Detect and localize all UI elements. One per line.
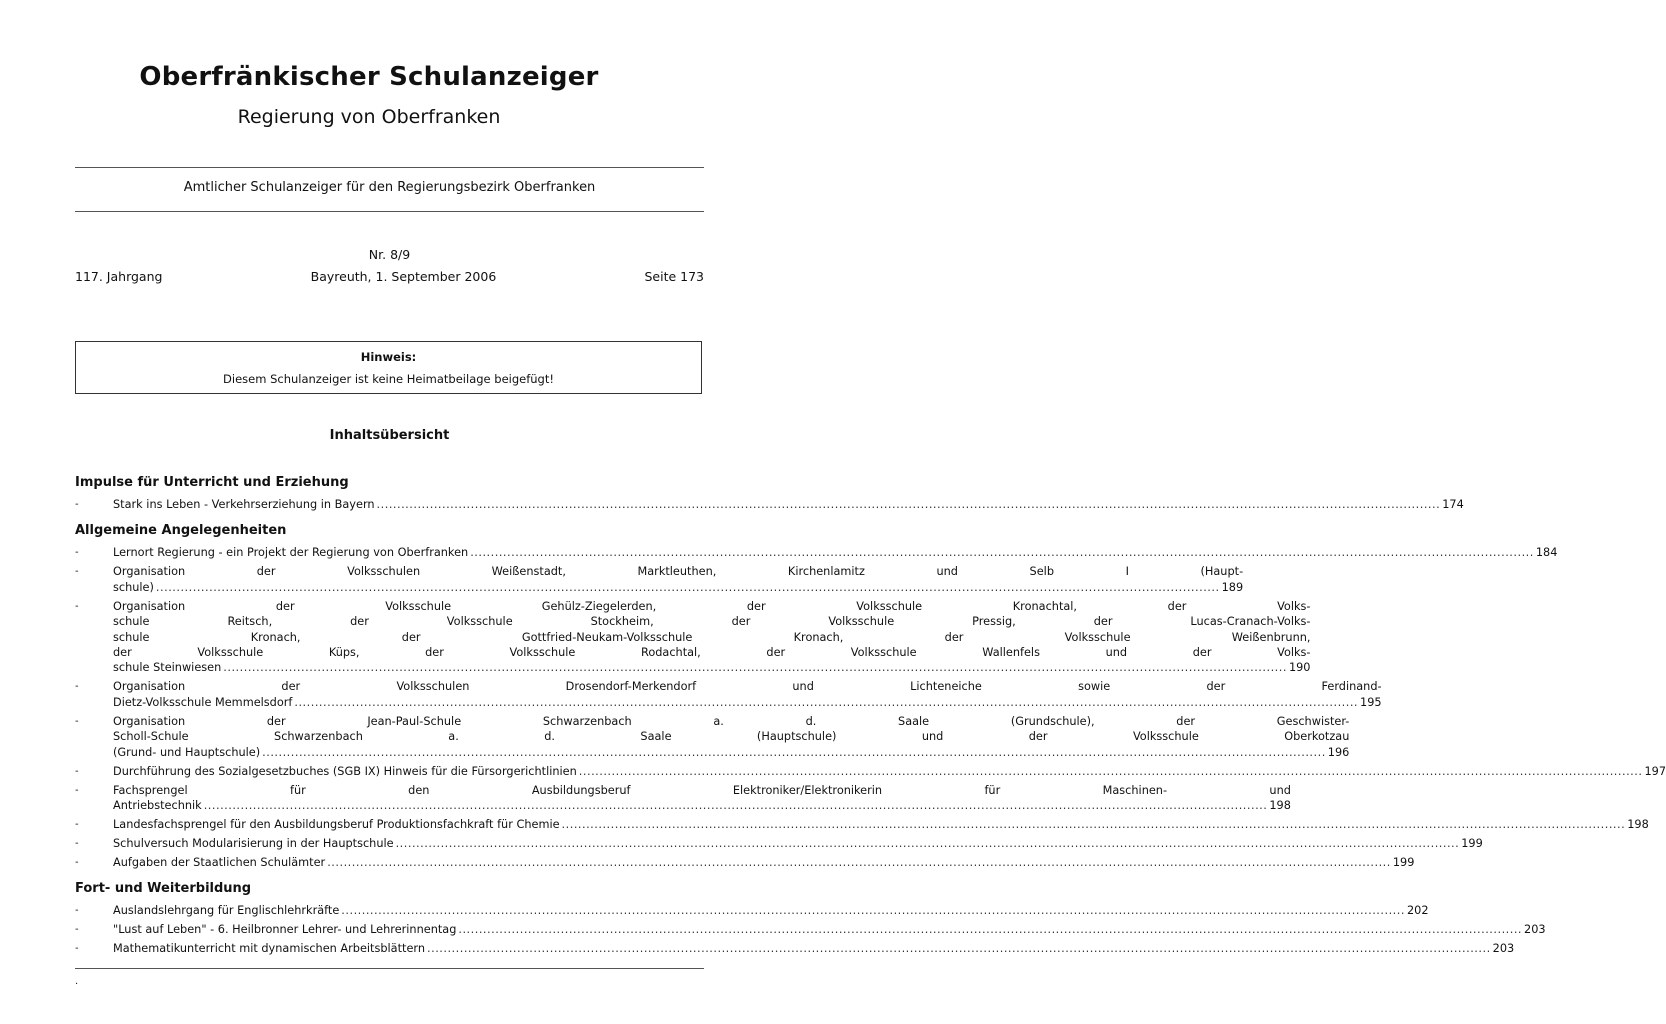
toc-entry[interactable] (75, 679, 1382, 710)
entry-title: Mathematikunterricht mit dynamischen Arbeitsblättern (113, 942, 426, 956)
toc-entry[interactable] (75, 817, 1649, 832)
entry-text (113, 855, 1414, 870)
toc-entry[interactable] (75, 497, 1464, 512)
entry-dash: - (75, 857, 79, 869)
toc-entry[interactable] (75, 903, 1429, 918)
entry-title: (Grund- und Hauptschule) (113, 745, 261, 759)
entry-last-line (113, 695, 1382, 710)
toc-entry[interactable] (75, 783, 1291, 814)
toc-entry[interactable] (75, 922, 1546, 937)
dot-leader: .................................................................................................................................................................................................................................................................... (262, 745, 1326, 759)
entry-last-line (113, 764, 1666, 779)
entry-dash: - (75, 681, 79, 693)
entry-text (113, 817, 1649, 832)
entry-text (113, 564, 1243, 595)
entry-line: Organisation der Volksschule Gehülz-Ziegelerden, der Volksschule Kronachtal, der Volks- (113, 599, 1311, 613)
entry-page[interactable]: 202 (1406, 904, 1429, 918)
entry-text (113, 714, 1349, 760)
entry-dash: - (75, 715, 79, 727)
dot-leader: .................................................................................................................................................................................................................................................................... (470, 546, 1534, 560)
page-number: Seite 173 (644, 269, 704, 284)
entry-text (113, 903, 1429, 918)
toc-entry[interactable] (75, 836, 1483, 851)
entry-title: "Lust auf Leben" - 6. Heilbronner Lehrer- und Lehrerinnentag (113, 923, 457, 937)
toc-section (75, 880, 1546, 956)
entry-title: Landesfachsprengel für den Ausbildungsberuf Produktionsfachkraft für Chemie (113, 818, 560, 832)
entry-dash: - (75, 499, 79, 510)
divider-top (75, 167, 704, 168)
dot-leader: .................................................................................................................................................................................................................................................................... (427, 942, 1491, 956)
publication-title: Oberfränkischer Schulanzeiger (139, 62, 599, 92)
entry-last-line (113, 497, 1464, 512)
entry-last-line (113, 745, 1349, 760)
entry-title: schule) (113, 580, 154, 594)
entry-page[interactable]: 198 (1627, 818, 1649, 832)
entry-line: schule Kronach, der Gottfried-Neukam-Volksschule Kronach, der Volksschule Weißenbrunn, (113, 630, 1311, 644)
entry-title: Durchführung des Sozialgesetzbuches (SGB IX) Hinweis für die Fürsorgerichtlinien (113, 764, 577, 778)
entry-text (113, 545, 1557, 560)
dot-leader: .................................................................................................................................................................................................................................................................... (578, 764, 1643, 778)
entry-dash: - (75, 943, 79, 955)
dot-leader: .................................................................................................................................................................................................................................................................... (376, 498, 1441, 511)
entry-page[interactable]: 197 (1644, 764, 1666, 778)
entry-last-line (113, 798, 1291, 813)
toc-entry[interactable] (75, 855, 1415, 870)
entry-page[interactable]: 189 (1221, 580, 1244, 594)
divider-under-official (75, 211, 704, 212)
entry-page[interactable]: 195 (1360, 695, 1382, 709)
issue-number: Nr. 8/9 (368, 247, 411, 262)
dot-leader: .................................................................................................................................................................................................................................................................... (203, 799, 1268, 813)
entry-last-line (113, 855, 1414, 870)
entry-title: Stark ins Leben - Verkehrserziehung in Bayern (113, 498, 375, 511)
entry-title: Schulversuch Modularisierung in der Hauptschule (113, 837, 394, 851)
entry-title: Antriebstechnik (113, 799, 202, 813)
entry-dash: - (75, 600, 79, 612)
entry-page[interactable]: 196 (1327, 745, 1350, 759)
entry-dash: - (75, 547, 79, 559)
entry-title: Lernort Regierung - ein Projekt der Regierung von Oberfranken (113, 546, 469, 560)
dot-leader: .................................................................................................................................................................................................................................................................... (223, 661, 1287, 675)
entry-line: Fachsprengel für den Ausbildungsberuf Elektroniker/Elektronikerin für Maschinen- und (113, 783, 1291, 797)
entry-text (113, 941, 1514, 956)
entry-dash: - (75, 784, 79, 796)
publisher-subtitle: Regierung von Oberfranken (237, 106, 501, 128)
entry-text (113, 783, 1291, 814)
toc-entry[interactable] (75, 764, 1666, 779)
entry-page[interactable]: 199 (1392, 856, 1415, 870)
notice-title: Hinweis: (360, 350, 417, 364)
toc-section-title: Allgemeine Angelegenheiten (75, 523, 287, 539)
dot-leader: .................................................................................................................................................................................................................................................................... (341, 904, 1405, 918)
entry-last-line (113, 545, 1557, 560)
entry-text (113, 922, 1546, 937)
entry-line: schule Reitsch, der Volksschule Stockheim, der Volksschule Pressig, der Lucas-Cranach-Volks- (113, 615, 1311, 629)
issue-meta-row (75, 269, 704, 284)
entry-last-line (113, 836, 1483, 851)
entry-last-line (113, 941, 1514, 956)
entry-page[interactable]: 184 (1535, 546, 1558, 560)
entry-dash: - (75, 819, 79, 831)
footer-mark: . (75, 976, 79, 987)
place-date: Bayreuth, 1. September 2006 (310, 269, 497, 284)
toc-entry[interactable] (75, 714, 1350, 760)
entry-text (113, 599, 1311, 676)
entry-dash: - (75, 905, 79, 917)
table-of-contents (75, 474, 1666, 967)
entry-last-line (113, 922, 1546, 937)
toc-section-title: Fort- und Weiterbildung (75, 881, 252, 897)
entry-title: Dietz-Volksschule Memmelsdorf (113, 695, 293, 709)
entry-dash: - (75, 765, 79, 777)
dot-leader: .................................................................................................................................................................................................................................................................... (327, 856, 1391, 870)
toc-entry[interactable] (75, 545, 1558, 560)
dot-leader: .................................................................................................................................................................................................................................................................... (561, 818, 1626, 832)
entry-text (113, 497, 1464, 512)
toc-section (75, 474, 1464, 512)
toc-section (75, 522, 1666, 870)
divider-bottom (75, 968, 704, 969)
entry-page[interactable]: 190 (1288, 661, 1311, 675)
entry-title: Aufgaben der Staatlichen Schulämter (113, 856, 326, 870)
entry-page[interactable]: 174 (1442, 498, 1464, 511)
entry-text (113, 764, 1666, 779)
entry-line: der Volksschule Küps, der Volksschule Rodachtal, der Volksschule Wallenfels und der Volks- (113, 646, 1311, 660)
entry-text (113, 679, 1382, 710)
dot-leader: .................................................................................................................................................................................................................................................................... (458, 923, 1523, 937)
entry-dash: - (75, 838, 79, 850)
dot-leader: .................................................................................................................................................................................................................................................................... (294, 695, 1359, 709)
entry-dash: - (75, 566, 79, 578)
entry-page[interactable]: 203 (1492, 942, 1515, 956)
toc-entry[interactable] (75, 564, 1244, 595)
toc-section-title: Impulse für Unterricht und Erziehung (75, 475, 349, 490)
entry-line: Organisation der Volksschulen Drosendorf-Merkendorf und Lichteneiche sowie der Ferdinand- (113, 680, 1382, 694)
entry-text (113, 836, 1483, 851)
toc-entry[interactable] (75, 599, 1311, 676)
entry-last-line (113, 903, 1429, 918)
entry-line: Organisation der Volksschulen Weißenstadt, Marktleuthen, Kirchenlamitz und Selb I (Haupt- (113, 565, 1244, 579)
notice-box (75, 341, 702, 394)
entry-last-line (113, 817, 1649, 832)
entry-page[interactable]: 198 (1269, 799, 1291, 813)
toc-entry[interactable] (75, 941, 1515, 956)
dot-leader: .................................................................................................................................................................................................................................................................... (395, 837, 1460, 851)
entry-title: Auslandslehrgang für Englischlehrkräfte (113, 904, 340, 918)
entry-line: Scholl-Schule Schwarzenbach a. d. Saale (Hauptschule) und der Volksschule Oberkotzau (113, 730, 1350, 744)
official-line: Amtlicher Schulanzeiger für den Regierungsbezirk Oberfranken (183, 180, 596, 195)
entry-title: schule Steinwiesen (113, 661, 222, 675)
entry-last-line (113, 660, 1311, 675)
toc-heading: Inhaltsübersicht (329, 428, 450, 443)
volume-label: 117. Jahrgang (75, 269, 163, 284)
entry-line: Organisation der Jean-Paul-Schule Schwarzenbach a. d. Saale (Grundschule), der Geschwister- (113, 714, 1350, 728)
notice-body: Diesem Schulanzeiger ist keine Heimatbeilage beigefügt! (223, 372, 554, 386)
dot-leader: .................................................................................................................................................................................................................................................................... (155, 580, 1220, 594)
entry-dash: - (75, 924, 79, 936)
entry-last-line (113, 580, 1243, 595)
entry-page[interactable]: 199 (1461, 837, 1483, 851)
entry-page[interactable]: 203 (1524, 923, 1546, 937)
